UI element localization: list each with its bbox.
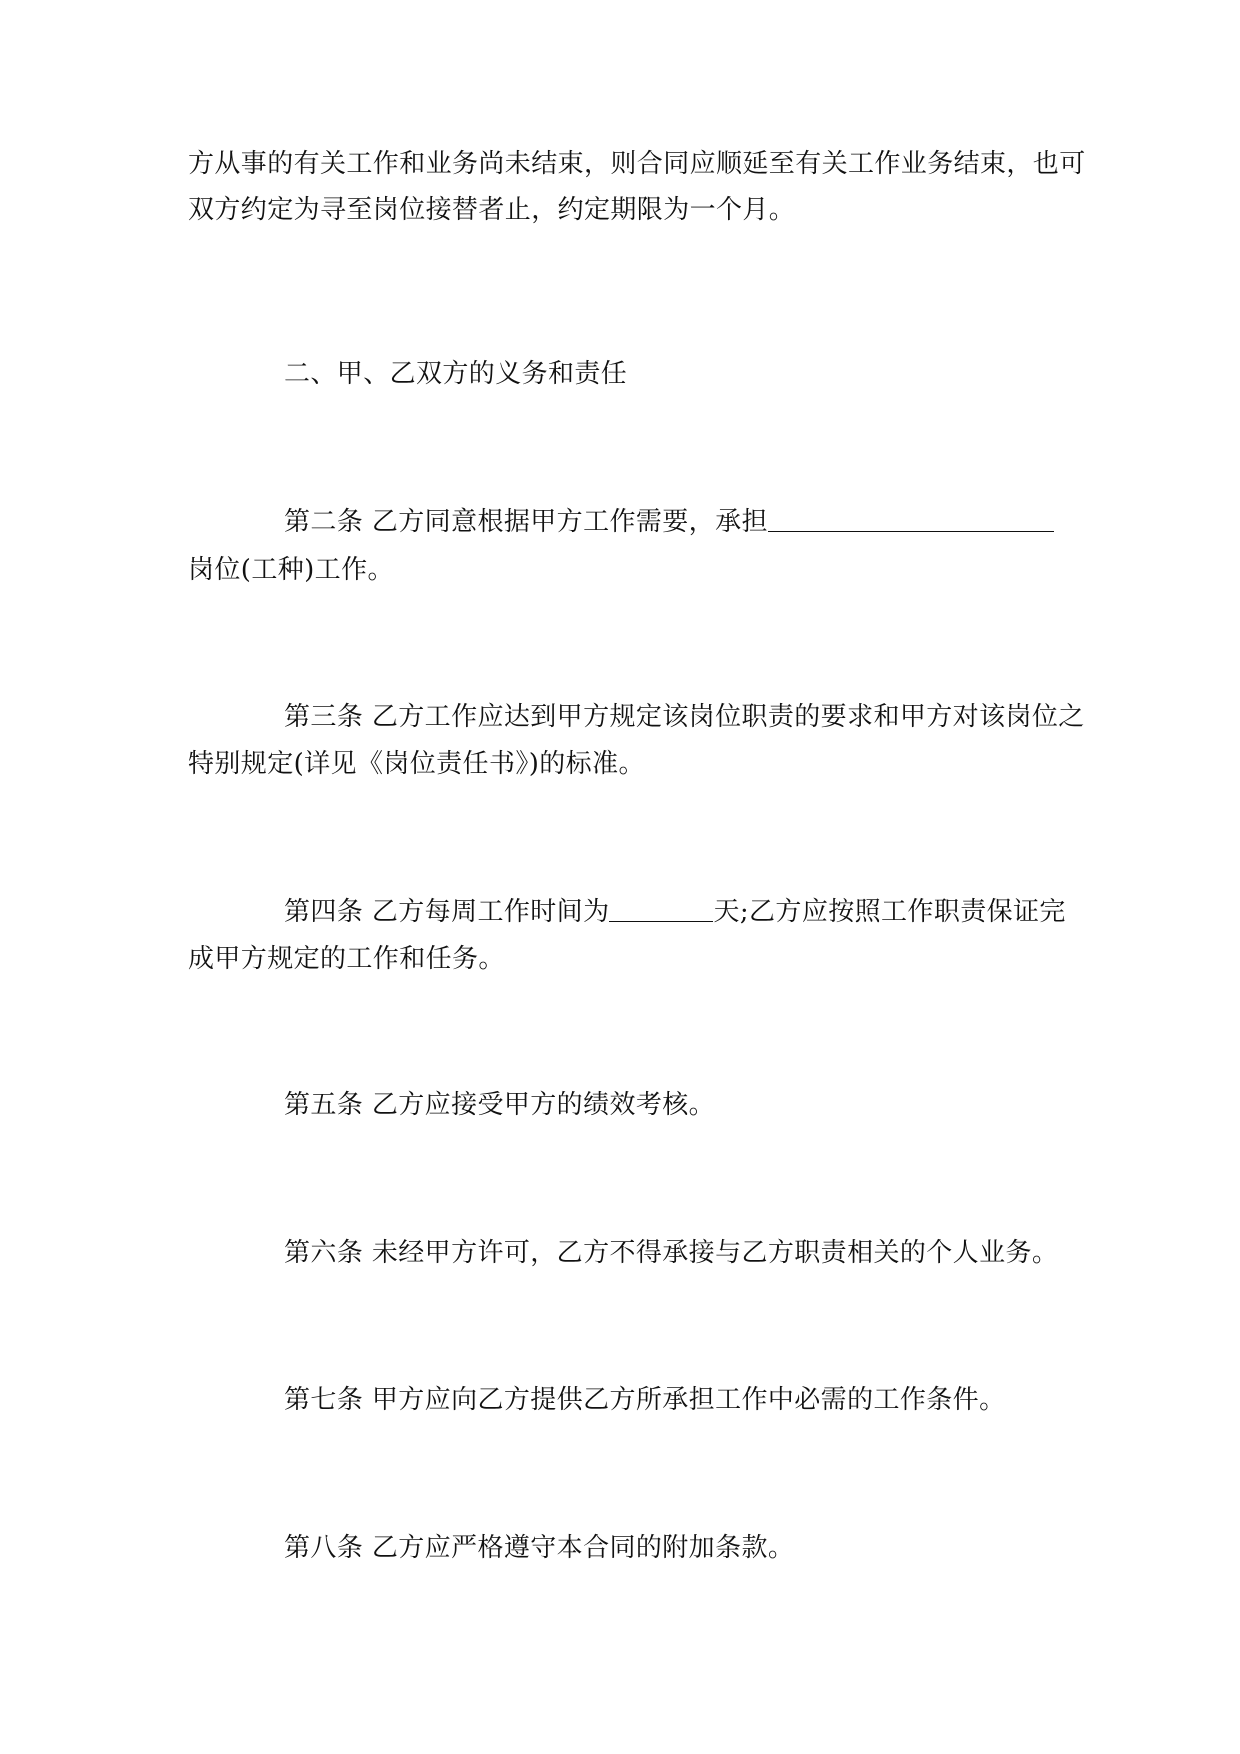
article-2-line-2: 岗位(工种)工作。 <box>188 555 394 585</box>
article-3-line-2: 特别规定(详见《岗位责任书》)的标准。 <box>188 749 645 779</box>
article-4-text-before: 第四条 乙方每周工作时间为 <box>284 897 610 927</box>
article-5: 第五条 乙方应接受甲方的绩效考核。 <box>284 1090 716 1120</box>
article-2-text: 第二条 乙方同意根据甲方工作需要，承担 <box>284 507 768 537</box>
section-heading: 二、甲、乙双方的义务和责任 <box>284 359 628 389</box>
intro-line-2: 双方约定为寻至岗位接替者止，约定期限为一个月。 <box>188 195 796 225</box>
intro-line-1: 方从事的有关工作和业务尚未结束，则合同应顺延至有关工作业务结束，也可 <box>188 149 1086 179</box>
article-4-text-after: 天;乙方应按照工作职责保证完 <box>713 897 1066 927</box>
article-4-fill-blank <box>609 895 713 922</box>
article-2-line-1 <box>284 502 1054 542</box>
article-6: 第六条 未经甲方许可，乙方不得承接与乙方职责相关的个人业务。 <box>284 1238 1059 1268</box>
article-8: 第八条 乙方应严格遵守本合同的附加条款。 <box>284 1533 795 1563</box>
article-4-line-1 <box>284 892 1066 932</box>
article-3-line-1: 第三条 乙方工作应达到甲方规定该岗位职责的要求和甲方对该岗位之 <box>284 702 1085 732</box>
article-7: 第七条 甲方应向乙方提供乙方所承担工作中必需的工作条件。 <box>284 1385 1006 1415</box>
article-4-line-2: 成甲方规定的工作和任务。 <box>188 944 505 974</box>
article-2-fill-blank <box>768 505 1054 532</box>
